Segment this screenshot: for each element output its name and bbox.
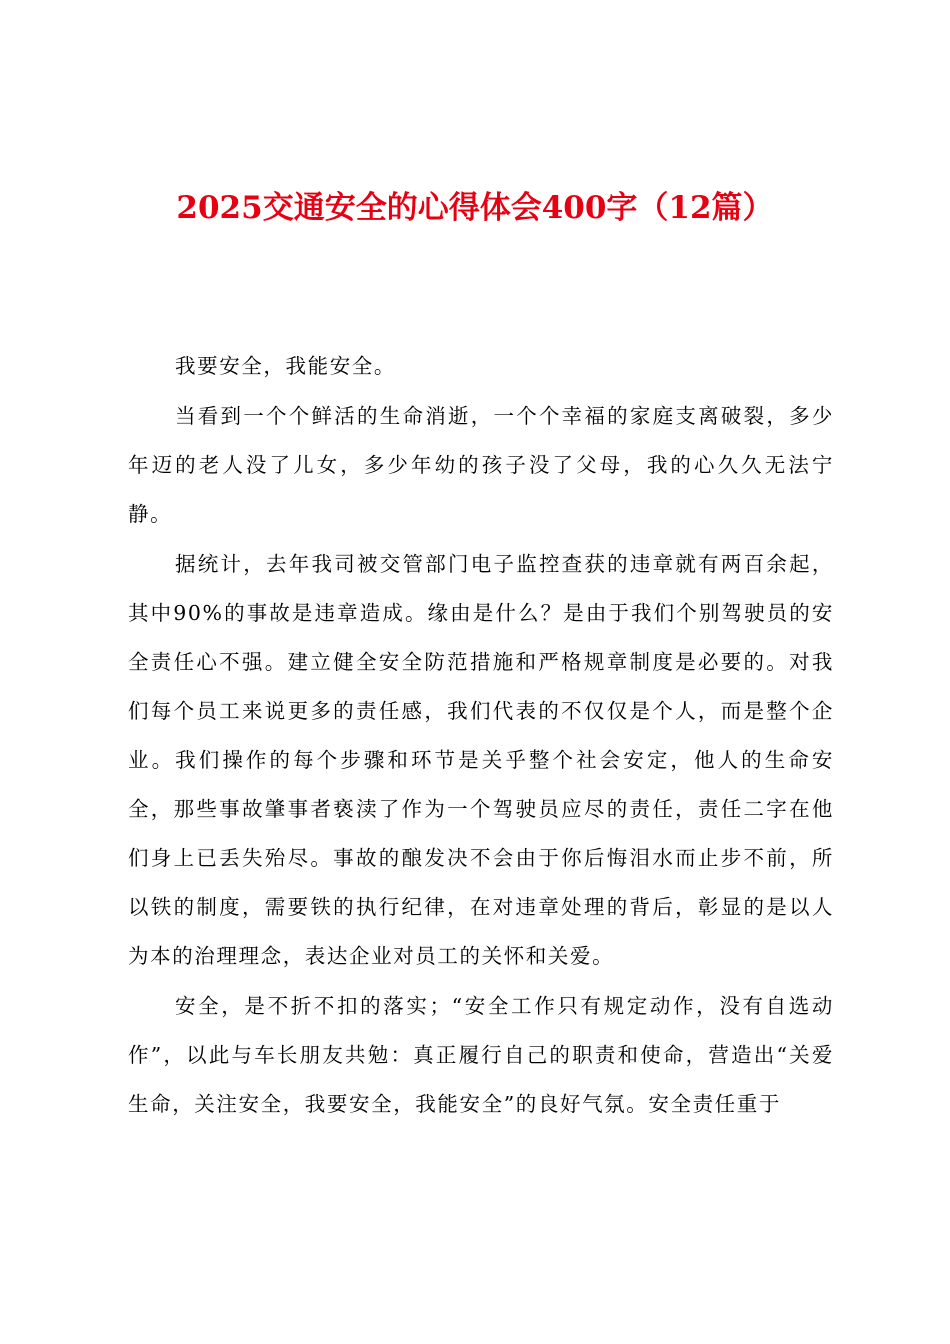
document-title: 2025交通安全的心得体会400字（12篇） (176, 190, 774, 226)
paragraph-3: 据统计，去年我司被交管部门电子监控查获的违章就有两百余起，其中90%的事故是违章造成。缘由是什么？是由于我们个别驾驶员的安全责任心不强。建立健全安全防范措施和严格规章制度是必要的。对我们每个员工来说更多的责任感，我们代表的不仅仅是个人，而是整个企业。我们操作的每个步骤和环节是关乎整个社会安定，他人的生命安全，那些事故肇事者亵渎了作为一个驾驶员应尽的责任，责任二字在他们身上已丢失殆尽。事故的酿发决不会由于你后悔泪水而止步不前，所以铁的制度，需要铁的执行纪律，在对违章处理的背后，彰显的是以人为本的治理理念，表达企业对员工的关怀和关爱。 (128, 552, 834, 968)
paragraph-1: 我要安全，我能安全。 (175, 354, 396, 378)
paragraph-2: 当看到一个个鲜活的生命消逝，一个个幸福的家庭支离破裂，多少年迈的老人没了儿女，多少年幼的孩子没了父母，我的心久久无法宁静。 (128, 404, 834, 526)
paragraph-4: 安全，是不折不扣的落实；“安全工作只有规定动作，没有自选动作”，以此与车长朋友共勉：真正履行自己的职责和使命，营造出“关爱生命，关注安全，我要安全，我能安全”的良好气氛。安全责任重于 (128, 994, 834, 1116)
document-body (128, 342, 834, 1130)
